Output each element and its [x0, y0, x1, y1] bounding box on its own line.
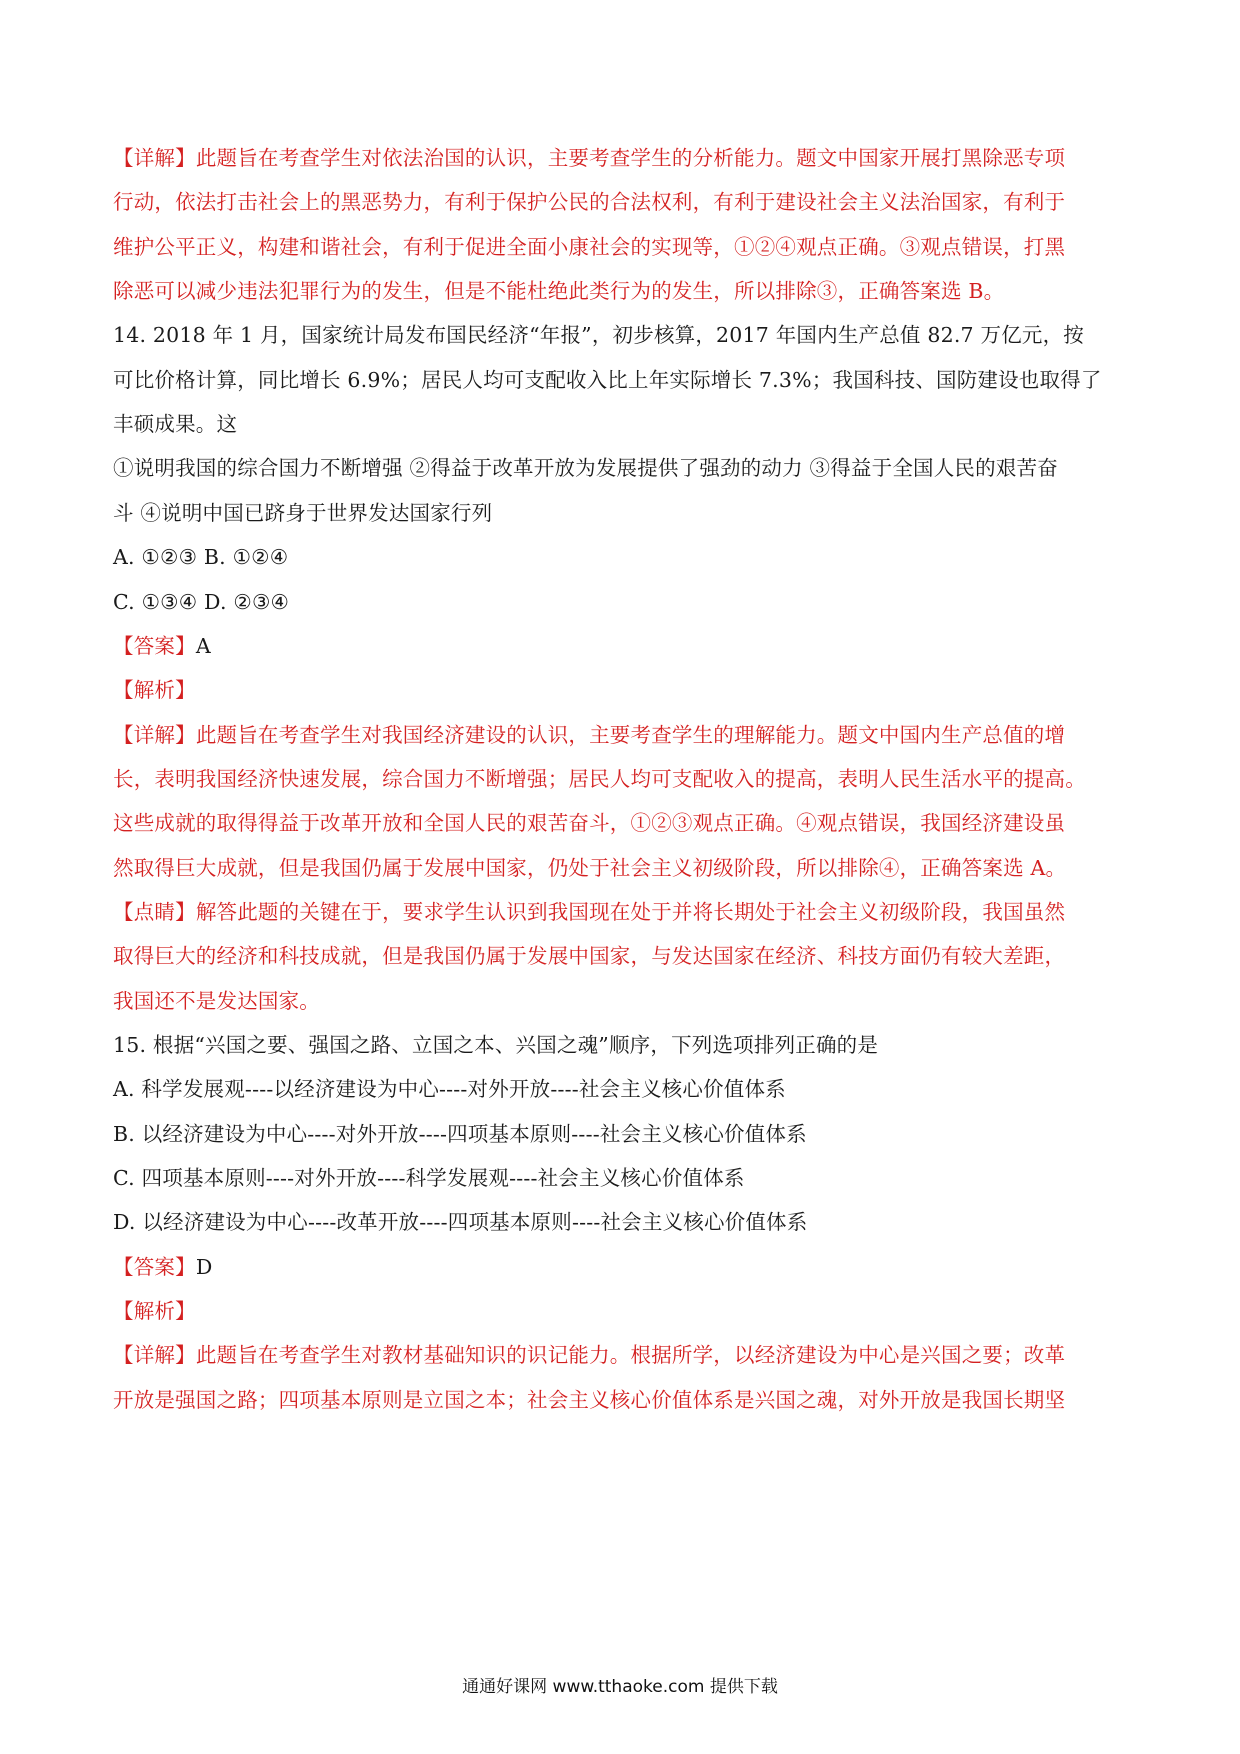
explanation-line	[113, 808, 1133, 838]
explanation-line	[113, 853, 1133, 883]
question-line	[113, 365, 1133, 395]
question-line	[113, 542, 1133, 572]
line-text: B. 以经济建设为中心----对外开放----四项基本原则----社会主义核心价值体系	[113, 1121, 807, 1146]
explanation-line	[113, 1385, 1133, 1415]
question-line	[113, 320, 1133, 350]
line-text: 然取得巨大成就，但是我国仍属于发展中国家，仍处于社会主义初级阶段，所以排除④，正确答案选 A。	[113, 855, 1067, 880]
line-text: 丰硕成果。这	[113, 412, 238, 437]
line-text: C. ①③④ D. ②③④	[113, 589, 290, 614]
answer-line	[113, 1296, 1133, 1326]
line-text: A. 科学发展观----以经济建设为中心----对外开放----社会主义核心价值体系	[113, 1077, 786, 1102]
explanation-line	[113, 897, 1133, 927]
line-text: 此题旨在考查学生对依法治国的认识，主要考查学生的分析能力。题文中国家开展打黑除恶专项	[195, 146, 1066, 170]
line-text: 此题旨在考查学生对教材基础知识的识记能力。根据所学，以经济建设为中心是兴国之要；改革	[195, 1343, 1066, 1368]
explanation-line	[113, 232, 1133, 262]
explanation-line	[113, 276, 1133, 306]
line-text: A. ①②③ B. ①②④	[113, 545, 289, 570]
question-line	[113, 1207, 1133, 1237]
line-text: 取得巨大的经济和科技成就，但是我国仍属于发展中国家，与发达国家在经济、科技方面仍有较大差距，	[113, 944, 1066, 969]
section-label: 【解析】	[113, 1299, 196, 1324]
line-text: 14. 2018 年 1 月，国家统计局发布国民经济“年报”，初步核算，2017 年国内生产总值 82.7 万亿元，按	[113, 323, 1085, 348]
question-line	[113, 587, 1133, 617]
line-text: 此题旨在考查学生对我国经济建设的认识，主要考查学生的理解能力。题文中国内生产总值的增	[195, 722, 1066, 747]
question-line	[113, 1030, 1133, 1060]
line-text: 可比价格计算，同比增长 6.9%；居民人均可支配收入比上年实际增长 7.3%；我国科技、国防建设也取得了	[113, 367, 1102, 392]
line-text: 开放是强国之路；四项基本原则是立国之本；社会主义核心价值体系是兴国之魂，对外开放是我国长期坚	[113, 1387, 1066, 1412]
question-line	[113, 1074, 1133, 1104]
line-text: 解答此题的关键在于，要求学生认识到我国现在处于并将长期处于社会主义初级阶段，我国虽然	[195, 899, 1066, 924]
explanation-line	[113, 720, 1133, 750]
line-text: C. 四项基本原则----对外开放----科学发展观----社会主义核心价值体系	[113, 1166, 745, 1191]
line-text: 长，表明我国经济快速发展，综合国力不断增强；居民人均可支配收入的提高，表明人民生活水平的提高。	[113, 766, 1086, 791]
line-text: 行动，依法打击社会上的黑恶势力，有利于保护公民的合法权利，有利于建设社会主义法治国家，有利于	[113, 190, 1066, 215]
answer-line	[113, 631, 1133, 661]
section-label: 【点睛】	[113, 899, 196, 924]
question-line	[113, 1119, 1133, 1149]
line-text: 15. 根据“兴国之要、强国之路、立国之本、兴国之魂”顺序，下列选项排列正确的是	[113, 1033, 879, 1057]
question-line	[113, 498, 1133, 528]
line-text: 维护公平正义，构建和谐社会，有利于促进全面小康社会的实现等，①②④观点正确。③观点错误，打黑	[113, 234, 1066, 259]
line-text: 我国还不是发达国家。	[113, 988, 320, 1013]
explanation-line	[113, 764, 1133, 794]
question-line	[113, 453, 1133, 483]
line-text: 斗 ④说明中国已跻身于世界发达国家行列	[113, 500, 493, 525]
line-text: D. 以经济建设为中心----改革开放----四项基本原则----社会主义核心价值体系	[113, 1210, 808, 1235]
line-text: A	[195, 633, 211, 658]
explanation-line	[113, 1340, 1133, 1370]
line-text: ①说明我国的综合国力不断增强 ②得益于改革开放为发展提供了强劲的动力 ③得益于全国人民的艰苦奋	[113, 456, 1058, 481]
line-text: 这些成就的取得得益于改革开放和全国人民的艰苦奋斗，①②③观点正确。④观点错误，我国经济建设虽	[113, 811, 1066, 836]
section-label: 【详解】	[113, 722, 196, 747]
answer-line	[113, 675, 1133, 705]
section-label: 【解析】	[113, 678, 196, 703]
explanation-line	[113, 986, 1133, 1016]
answer-line	[113, 1252, 1133, 1282]
explanation-line	[113, 941, 1133, 971]
section-label: 【答案】	[113, 1254, 196, 1279]
question-line	[113, 1163, 1133, 1193]
line-text: D	[195, 1254, 213, 1279]
page-footer: 通通好课网 www.tthaoke.com 提供下载	[462, 1677, 778, 1697]
question-line	[113, 409, 1133, 439]
explanation-line	[113, 187, 1133, 217]
line-text: 除恶可以减少违法犯罪行为的发生，但是不能杜绝此类行为的发生，所以排除③，正确答案选 B。	[113, 279, 1005, 304]
section-label: 【详解】	[113, 1343, 196, 1368]
section-label: 【答案】	[113, 633, 196, 658]
section-label: 【详解】	[113, 146, 196, 170]
explanation-line	[113, 143, 1133, 173]
